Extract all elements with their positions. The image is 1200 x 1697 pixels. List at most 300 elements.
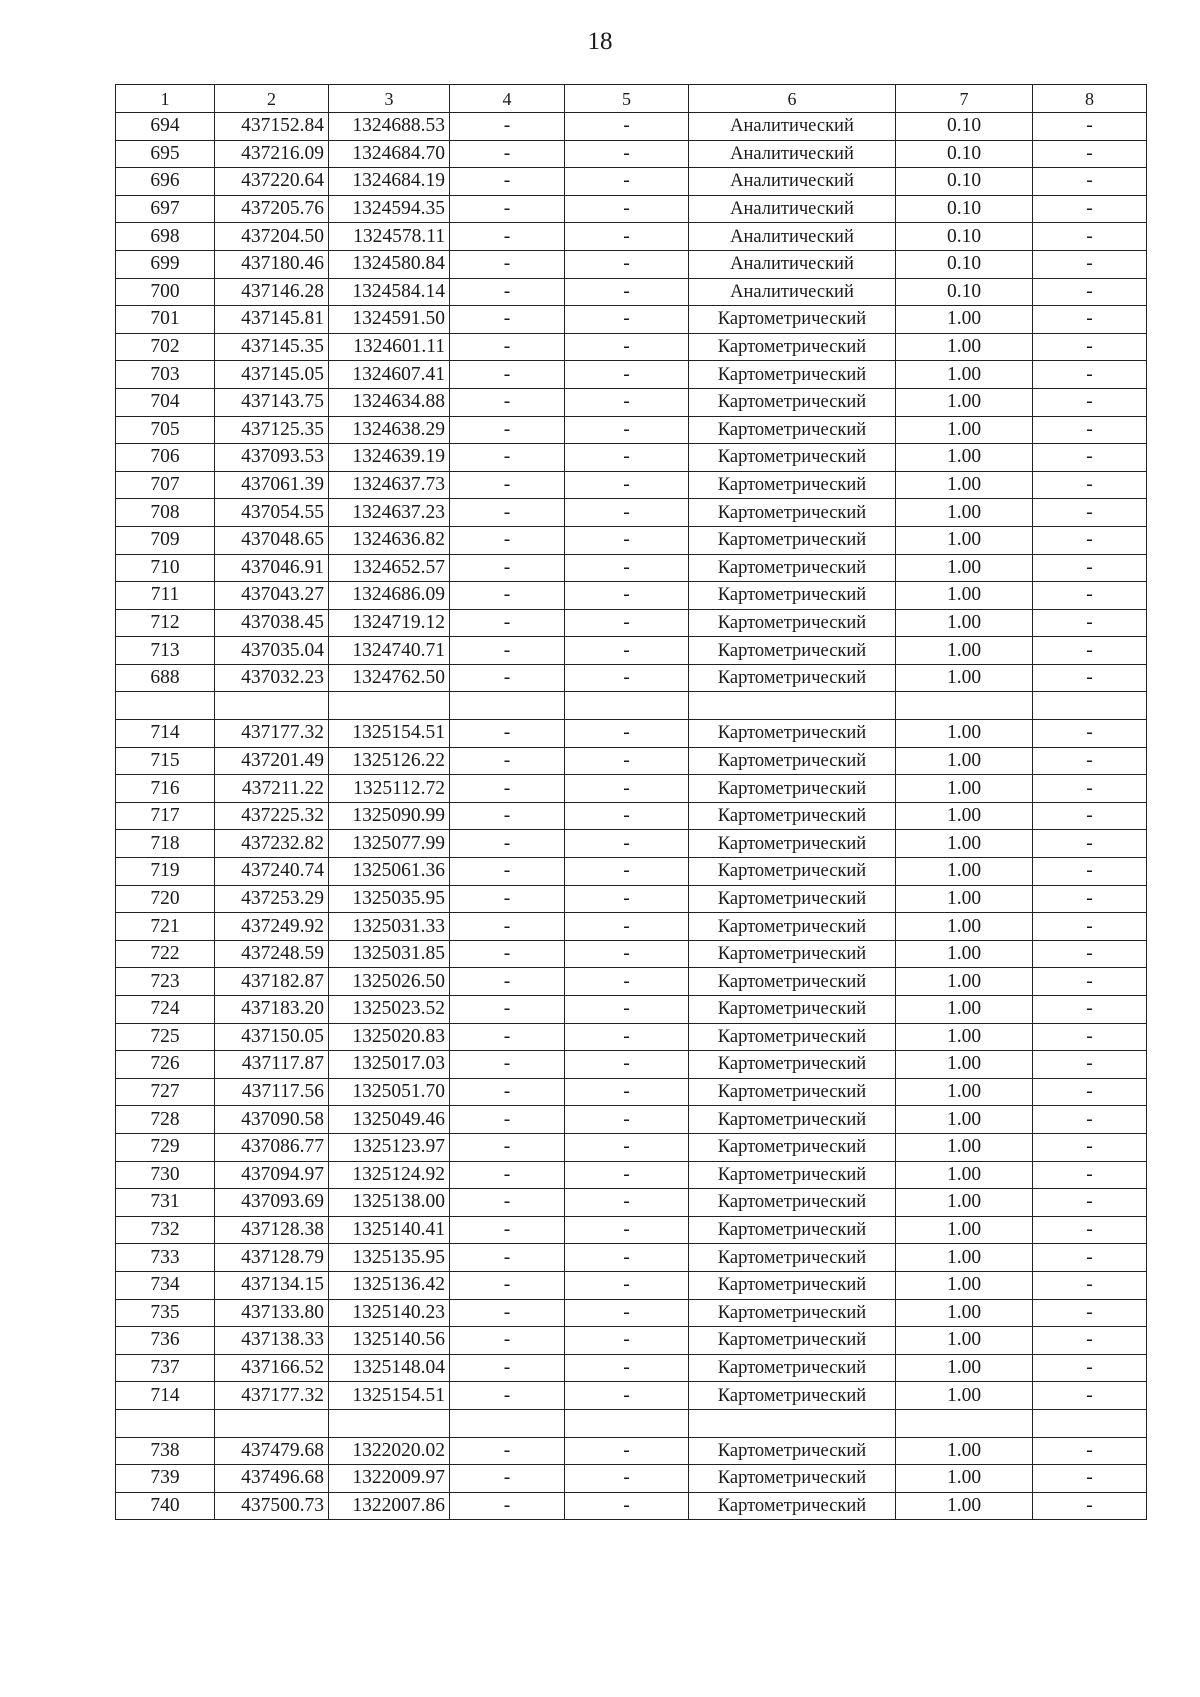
cell-col-5: - — [565, 554, 689, 582]
cell-col-5: - — [565, 361, 689, 389]
cell-y-coordinate: 1324688.53 — [329, 113, 450, 141]
cell-method: Картометрический — [689, 499, 896, 527]
separator-row — [116, 1409, 1147, 1437]
table-row — [116, 1354, 1147, 1382]
cell-method: Картометрический — [689, 913, 896, 941]
cell-x-coordinate: 437061.39 — [215, 471, 329, 499]
cell-col-5 — [565, 1409, 689, 1437]
cell-col-5: - — [565, 1382, 689, 1410]
cell-x-coordinate: 437125.35 — [215, 416, 329, 444]
cell-y-coordinate: 1325148.04 — [329, 1354, 450, 1382]
cell-col-4: - — [450, 140, 565, 168]
table-row — [116, 333, 1147, 361]
cell-y-coordinate: 1325077.99 — [329, 830, 450, 858]
cell-x-coordinate: 437093.53 — [215, 444, 329, 472]
cell-col-8: - — [1033, 250, 1147, 278]
cell-accuracy: 1.00 — [896, 1051, 1033, 1079]
cell-y-coordinate: 1324634.88 — [329, 388, 450, 416]
cell-point-number: 722 — [116, 940, 215, 968]
cell-accuracy: 1.00 — [896, 1216, 1033, 1244]
cell-col-4: - — [450, 333, 565, 361]
cell-x-coordinate: 437143.75 — [215, 388, 329, 416]
cell-col-5: - — [565, 775, 689, 803]
cell-method: Картометрический — [689, 416, 896, 444]
cell-col-8 — [1033, 692, 1147, 720]
cell-method: Картометрический — [689, 1437, 896, 1465]
cell-point-number: 714 — [116, 1382, 215, 1410]
cell-y-coordinate: 1325035.95 — [329, 885, 450, 913]
cell-accuracy: 0.10 — [896, 113, 1033, 141]
cell-method: Картометрический — [689, 609, 896, 637]
cell-accuracy: 1.00 — [896, 1078, 1033, 1106]
cell-accuracy: 1.00 — [896, 1023, 1033, 1051]
cell-method: Картометрический — [689, 1133, 896, 1161]
cell-accuracy: 1.00 — [896, 1244, 1033, 1272]
cell-point-number: 725 — [116, 1023, 215, 1051]
cell-accuracy: 1.00 — [896, 554, 1033, 582]
cell-col-5: - — [565, 250, 689, 278]
cell-col-4: - — [450, 1161, 565, 1189]
cell-col-4: - — [450, 637, 565, 665]
cell-y-coordinate: 1324762.50 — [329, 664, 450, 692]
cell-col-8: - — [1033, 333, 1147, 361]
cell-method: Картометрический — [689, 1299, 896, 1327]
table-row — [116, 1437, 1147, 1465]
cell-col-5: - — [565, 1244, 689, 1272]
cell-method — [689, 692, 896, 720]
header-cell: 7 — [896, 85, 1033, 113]
table-row — [116, 140, 1147, 168]
cell-method: Картометрический — [689, 968, 896, 996]
cell-method: Картометрический — [689, 720, 896, 748]
cell-point-number: 708 — [116, 499, 215, 527]
cell-x-coordinate: 437225.32 — [215, 802, 329, 830]
cell-method: Картометрический — [689, 1327, 896, 1355]
cell-point-number: 700 — [116, 278, 215, 306]
cell-y-coordinate: 1325112.72 — [329, 775, 450, 803]
table-row — [116, 1133, 1147, 1161]
table-row — [116, 940, 1147, 968]
cell-col-5: - — [565, 637, 689, 665]
cell-col-4: - — [450, 1327, 565, 1355]
table-row — [116, 168, 1147, 196]
cell-col-4: - — [450, 830, 565, 858]
table-row — [116, 664, 1147, 692]
cell-point-number: 701 — [116, 306, 215, 334]
table-row — [116, 1382, 1147, 1410]
header-cell: 3 — [329, 85, 450, 113]
cell-accuracy: 1.00 — [896, 582, 1033, 610]
cell-x-coordinate: 437205.76 — [215, 195, 329, 223]
cell-col-8: - — [1033, 1437, 1147, 1465]
page-number: 18 — [587, 28, 613, 55]
cell-col-4: - — [450, 1271, 565, 1299]
cell-y-coordinate: 1325136.42 — [329, 1271, 450, 1299]
cell-col-4: - — [450, 1106, 565, 1134]
table-row — [116, 858, 1147, 886]
cell-x-coordinate: 437204.50 — [215, 223, 329, 251]
cell-y-coordinate: 1324607.41 — [329, 361, 450, 389]
cell-x-coordinate: 437145.05 — [215, 361, 329, 389]
cell-col-4: - — [450, 444, 565, 472]
cell-point-number: 695 — [116, 140, 215, 168]
cell-point-number: 733 — [116, 1244, 215, 1272]
header-cell: 8 — [1033, 85, 1147, 113]
cell-accuracy: 1.00 — [896, 858, 1033, 886]
table-row — [116, 113, 1147, 141]
cell-x-coordinate: 437035.04 — [215, 637, 329, 665]
cell-accuracy — [896, 1409, 1033, 1437]
cell-accuracy: 0.10 — [896, 195, 1033, 223]
cell-col-8: - — [1033, 858, 1147, 886]
cell-col-5: - — [565, 1078, 689, 1106]
cell-col-5: - — [565, 1492, 689, 1520]
table-row — [116, 444, 1147, 472]
cell-method: Аналитический — [689, 250, 896, 278]
cell-y-coordinate: 1322007.86 — [329, 1492, 450, 1520]
cell-accuracy: 1.00 — [896, 306, 1033, 334]
cell-accuracy: 1.00 — [896, 940, 1033, 968]
cell-col-5: - — [565, 333, 689, 361]
cell-x-coordinate: 437128.38 — [215, 1216, 329, 1244]
cell-col-5: - — [565, 1106, 689, 1134]
cell-col-8: - — [1033, 1299, 1147, 1327]
coordinates-table — [115, 84, 1147, 1520]
cell-col-8: - — [1033, 416, 1147, 444]
cell-point-number: 718 — [116, 830, 215, 858]
cell-x-coordinate: 437146.28 — [215, 278, 329, 306]
cell-method: Картометрический — [689, 1465, 896, 1493]
cell-col-4: - — [450, 1078, 565, 1106]
cell-col-4 — [450, 692, 565, 720]
cell-col-8: - — [1033, 499, 1147, 527]
cell-point-number: 697 — [116, 195, 215, 223]
cell-y-coordinate: 1325051.70 — [329, 1078, 450, 1106]
cell-y-coordinate: 1325020.83 — [329, 1023, 450, 1051]
cell-accuracy: 1.00 — [896, 1437, 1033, 1465]
cell-col-4: - — [450, 582, 565, 610]
cell-y-coordinate: 1325017.03 — [329, 1051, 450, 1079]
cell-col-8: - — [1033, 747, 1147, 775]
cell-col-5: - — [565, 940, 689, 968]
cell-method: Картометрический — [689, 637, 896, 665]
cell-col-4: - — [450, 720, 565, 748]
cell-point-number: 737 — [116, 1354, 215, 1382]
cell-accuracy: 0.10 — [896, 168, 1033, 196]
cell-y-coordinate: 1325135.95 — [329, 1244, 450, 1272]
table-row — [116, 720, 1147, 748]
cell-accuracy: 1.00 — [896, 1492, 1033, 1520]
header-cell: 5 — [565, 85, 689, 113]
cell-x-coordinate: 437138.33 — [215, 1327, 329, 1355]
cell-y-coordinate: 1325154.51 — [329, 1382, 450, 1410]
cell-col-8: - — [1033, 582, 1147, 610]
cell-point-number: 727 — [116, 1078, 215, 1106]
cell-point-number: 735 — [116, 1299, 215, 1327]
cell-col-4: - — [450, 1465, 565, 1493]
cell-x-coordinate: 437032.23 — [215, 664, 329, 692]
cell-y-coordinate: 1325031.33 — [329, 913, 450, 941]
cell-y-coordinate: 1324686.09 — [329, 582, 450, 610]
cell-point-number: 731 — [116, 1189, 215, 1217]
cell-col-8: - — [1033, 471, 1147, 499]
cell-col-4: - — [450, 775, 565, 803]
cell-y-coordinate: 1324684.19 — [329, 168, 450, 196]
cell-col-5: - — [565, 1133, 689, 1161]
cell-point-number: 707 — [116, 471, 215, 499]
cell-point-number: 719 — [116, 858, 215, 886]
cell-x-coordinate: 437253.29 — [215, 885, 329, 913]
cell-col-5: - — [565, 802, 689, 830]
cell-x-coordinate: 437117.56 — [215, 1078, 329, 1106]
table-row — [116, 1023, 1147, 1051]
cell-method: Картометрический — [689, 361, 896, 389]
cell-col-4: - — [450, 223, 565, 251]
cell-point-number: 713 — [116, 637, 215, 665]
cell-col-5: - — [565, 306, 689, 334]
cell-accuracy: 1.00 — [896, 720, 1033, 748]
cell-accuracy: 1.00 — [896, 1161, 1033, 1189]
cell-col-5: - — [565, 278, 689, 306]
cell-col-5: - — [565, 720, 689, 748]
cell-col-8: - — [1033, 996, 1147, 1024]
cell-x-coordinate: 437046.91 — [215, 554, 329, 582]
cell-col-8: - — [1033, 195, 1147, 223]
cell-accuracy: 0.10 — [896, 250, 1033, 278]
cell-accuracy: 1.00 — [896, 416, 1033, 444]
cell-col-4: - — [450, 1189, 565, 1217]
cell-col-8: - — [1033, 637, 1147, 665]
table-row — [116, 1465, 1147, 1493]
cell-col-8: - — [1033, 526, 1147, 554]
cell-method: Аналитический — [689, 195, 896, 223]
cell-col-8: - — [1033, 968, 1147, 996]
cell-y-coordinate: 1325061.36 — [329, 858, 450, 886]
cell-y-coordinate: 1322020.02 — [329, 1437, 450, 1465]
cell-method: Аналитический — [689, 140, 896, 168]
cell-y-coordinate: 1324578.11 — [329, 223, 450, 251]
cell-accuracy: 0.10 — [896, 278, 1033, 306]
cell-point-number: 712 — [116, 609, 215, 637]
cell-x-coordinate: 437128.79 — [215, 1244, 329, 1272]
cell-col-4: - — [450, 802, 565, 830]
cell-col-4: - — [450, 913, 565, 941]
cell-point-number: 696 — [116, 168, 215, 196]
cell-col-5: - — [565, 913, 689, 941]
cell-col-4: - — [450, 940, 565, 968]
cell-x-coordinate — [215, 1409, 329, 1437]
table-row — [116, 775, 1147, 803]
cell-accuracy: 1.00 — [896, 830, 1033, 858]
cell-method: Картометрический — [689, 1106, 896, 1134]
cell-method: Картометрический — [689, 444, 896, 472]
cell-col-5 — [565, 692, 689, 720]
cell-col-8: - — [1033, 306, 1147, 334]
cell-accuracy: 1.00 — [896, 802, 1033, 830]
cell-method: Картометрический — [689, 1189, 896, 1217]
cell-col-8: - — [1033, 913, 1147, 941]
cell-col-5: - — [565, 664, 689, 692]
cell-col-4: - — [450, 361, 565, 389]
cell-accuracy: 1.00 — [896, 1189, 1033, 1217]
cell-point-number: 716 — [116, 775, 215, 803]
header-cell: 4 — [450, 85, 565, 113]
cell-point-number: 688 — [116, 664, 215, 692]
cell-y-coordinate: 1325140.23 — [329, 1299, 450, 1327]
cell-point-number: 739 — [116, 1465, 215, 1493]
table-row — [116, 830, 1147, 858]
cell-x-coordinate: 437496.68 — [215, 1465, 329, 1493]
cell-point-number: 694 — [116, 113, 215, 141]
cell-y-coordinate: 1325049.46 — [329, 1106, 450, 1134]
cell-y-coordinate: 1324638.29 — [329, 416, 450, 444]
cell-x-coordinate: 437232.82 — [215, 830, 329, 858]
cell-x-coordinate: 437054.55 — [215, 499, 329, 527]
cell-col-4: - — [450, 996, 565, 1024]
cell-col-5: - — [565, 1437, 689, 1465]
cell-col-8: - — [1033, 1327, 1147, 1355]
cell-y-coordinate: 1325026.50 — [329, 968, 450, 996]
cell-accuracy: 1.00 — [896, 664, 1033, 692]
cell-y-coordinate: 1324594.35 — [329, 195, 450, 223]
cell-accuracy: 1.00 — [896, 333, 1033, 361]
cell-method: Картометрический — [689, 1161, 896, 1189]
table-row — [116, 361, 1147, 389]
table-row — [116, 471, 1147, 499]
cell-method: Картометрический — [689, 1244, 896, 1272]
cell-x-coordinate: 437152.84 — [215, 113, 329, 141]
cell-method: Картометрический — [689, 802, 896, 830]
table-row — [116, 582, 1147, 610]
cell-accuracy: 1.00 — [896, 1271, 1033, 1299]
table-row — [116, 1271, 1147, 1299]
cell-point-number: 715 — [116, 747, 215, 775]
cell-method: Картометрический — [689, 1492, 896, 1520]
cell-x-coordinate: 437133.80 — [215, 1299, 329, 1327]
table-row — [116, 637, 1147, 665]
cell-x-coordinate: 437201.49 — [215, 747, 329, 775]
cell-method: Картометрический — [689, 526, 896, 554]
cell-col-8: - — [1033, 1161, 1147, 1189]
cell-col-8: - — [1033, 1051, 1147, 1079]
cell-col-4: - — [450, 1133, 565, 1161]
cell-point-number: 717 — [116, 802, 215, 830]
cell-accuracy: 1.00 — [896, 996, 1033, 1024]
cell-method: Аналитический — [689, 168, 896, 196]
table-row — [116, 1078, 1147, 1106]
cell-col-8: - — [1033, 113, 1147, 141]
cell-method: Картометрический — [689, 664, 896, 692]
cell-accuracy: 1.00 — [896, 609, 1033, 637]
cell-col-5: - — [565, 1465, 689, 1493]
cell-x-coordinate: 437177.32 — [215, 720, 329, 748]
table-row — [116, 1161, 1147, 1189]
cell-x-coordinate: 437240.74 — [215, 858, 329, 886]
table-row — [116, 1216, 1147, 1244]
cell-y-coordinate: 1325138.00 — [329, 1189, 450, 1217]
cell-col-4: - — [450, 113, 565, 141]
cell-y-coordinate: 1324652.57 — [329, 554, 450, 582]
table-row — [116, 913, 1147, 941]
cell-col-8: - — [1033, 1382, 1147, 1410]
cell-point-number: 724 — [116, 996, 215, 1024]
cell-x-coordinate: 437145.35 — [215, 333, 329, 361]
cell-accuracy: 1.00 — [896, 885, 1033, 913]
cell-accuracy: 1.00 — [896, 1106, 1033, 1134]
cell-accuracy: 1.00 — [896, 968, 1033, 996]
cell-point-number: 732 — [116, 1216, 215, 1244]
cell-col-8: - — [1033, 1189, 1147, 1217]
cell-point-number: 705 — [116, 416, 215, 444]
cell-x-coordinate: 437090.58 — [215, 1106, 329, 1134]
cell-point-number: 721 — [116, 913, 215, 941]
cell-method — [689, 1409, 896, 1437]
cell-accuracy: 0.10 — [896, 223, 1033, 251]
cell-col-8 — [1033, 1409, 1147, 1437]
cell-point-number: 734 — [116, 1271, 215, 1299]
table-row — [116, 802, 1147, 830]
cell-col-8: - — [1033, 1271, 1147, 1299]
cell-col-4: - — [450, 664, 565, 692]
cell-col-5: - — [565, 223, 689, 251]
cell-col-8: - — [1033, 1216, 1147, 1244]
cell-col-5: - — [565, 1271, 689, 1299]
header-cell: 2 — [215, 85, 329, 113]
cell-point-number: 736 — [116, 1327, 215, 1355]
table-row — [116, 609, 1147, 637]
cell-col-4 — [450, 1409, 565, 1437]
cell-x-coordinate: 437093.69 — [215, 1189, 329, 1217]
cell-col-4: - — [450, 278, 565, 306]
table-row — [116, 195, 1147, 223]
cell-method: Аналитический — [689, 113, 896, 141]
table-row — [116, 996, 1147, 1024]
cell-accuracy: 1.00 — [896, 471, 1033, 499]
cell-method: Картометрический — [689, 747, 896, 775]
cell-y-coordinate: 1325140.56 — [329, 1327, 450, 1355]
cell-y-coordinate: 1325154.51 — [329, 720, 450, 748]
cell-y-coordinate: 1322009.97 — [329, 1465, 450, 1493]
cell-col-5: - — [565, 168, 689, 196]
cell-method: Аналитический — [689, 278, 896, 306]
cell-accuracy: 1.00 — [896, 1327, 1033, 1355]
cell-method: Картометрический — [689, 471, 896, 499]
cell-col-5: - — [565, 747, 689, 775]
cell-point-number: 709 — [116, 526, 215, 554]
cell-col-4: - — [450, 968, 565, 996]
cell-point-number: 728 — [116, 1106, 215, 1134]
cell-col-5: - — [565, 996, 689, 1024]
cell-method: Картометрический — [689, 940, 896, 968]
cell-col-8: - — [1033, 278, 1147, 306]
cell-method: Картометрический — [689, 1271, 896, 1299]
cell-accuracy: 1.00 — [896, 388, 1033, 416]
cell-point-number: 706 — [116, 444, 215, 472]
cell-method: Картометрический — [689, 1078, 896, 1106]
cell-accuracy: 1.00 — [896, 444, 1033, 472]
cell-col-8: - — [1033, 1244, 1147, 1272]
table-row — [116, 416, 1147, 444]
cell-col-4: - — [450, 1437, 565, 1465]
cell-accuracy: 1.00 — [896, 1382, 1033, 1410]
cell-point-number: 698 — [116, 223, 215, 251]
cell-col-4: - — [450, 499, 565, 527]
cell-col-5: - — [565, 113, 689, 141]
header-cell: 1 — [116, 85, 215, 113]
cell-col-5: - — [565, 416, 689, 444]
separator-row — [116, 692, 1147, 720]
cell-col-8: - — [1033, 361, 1147, 389]
